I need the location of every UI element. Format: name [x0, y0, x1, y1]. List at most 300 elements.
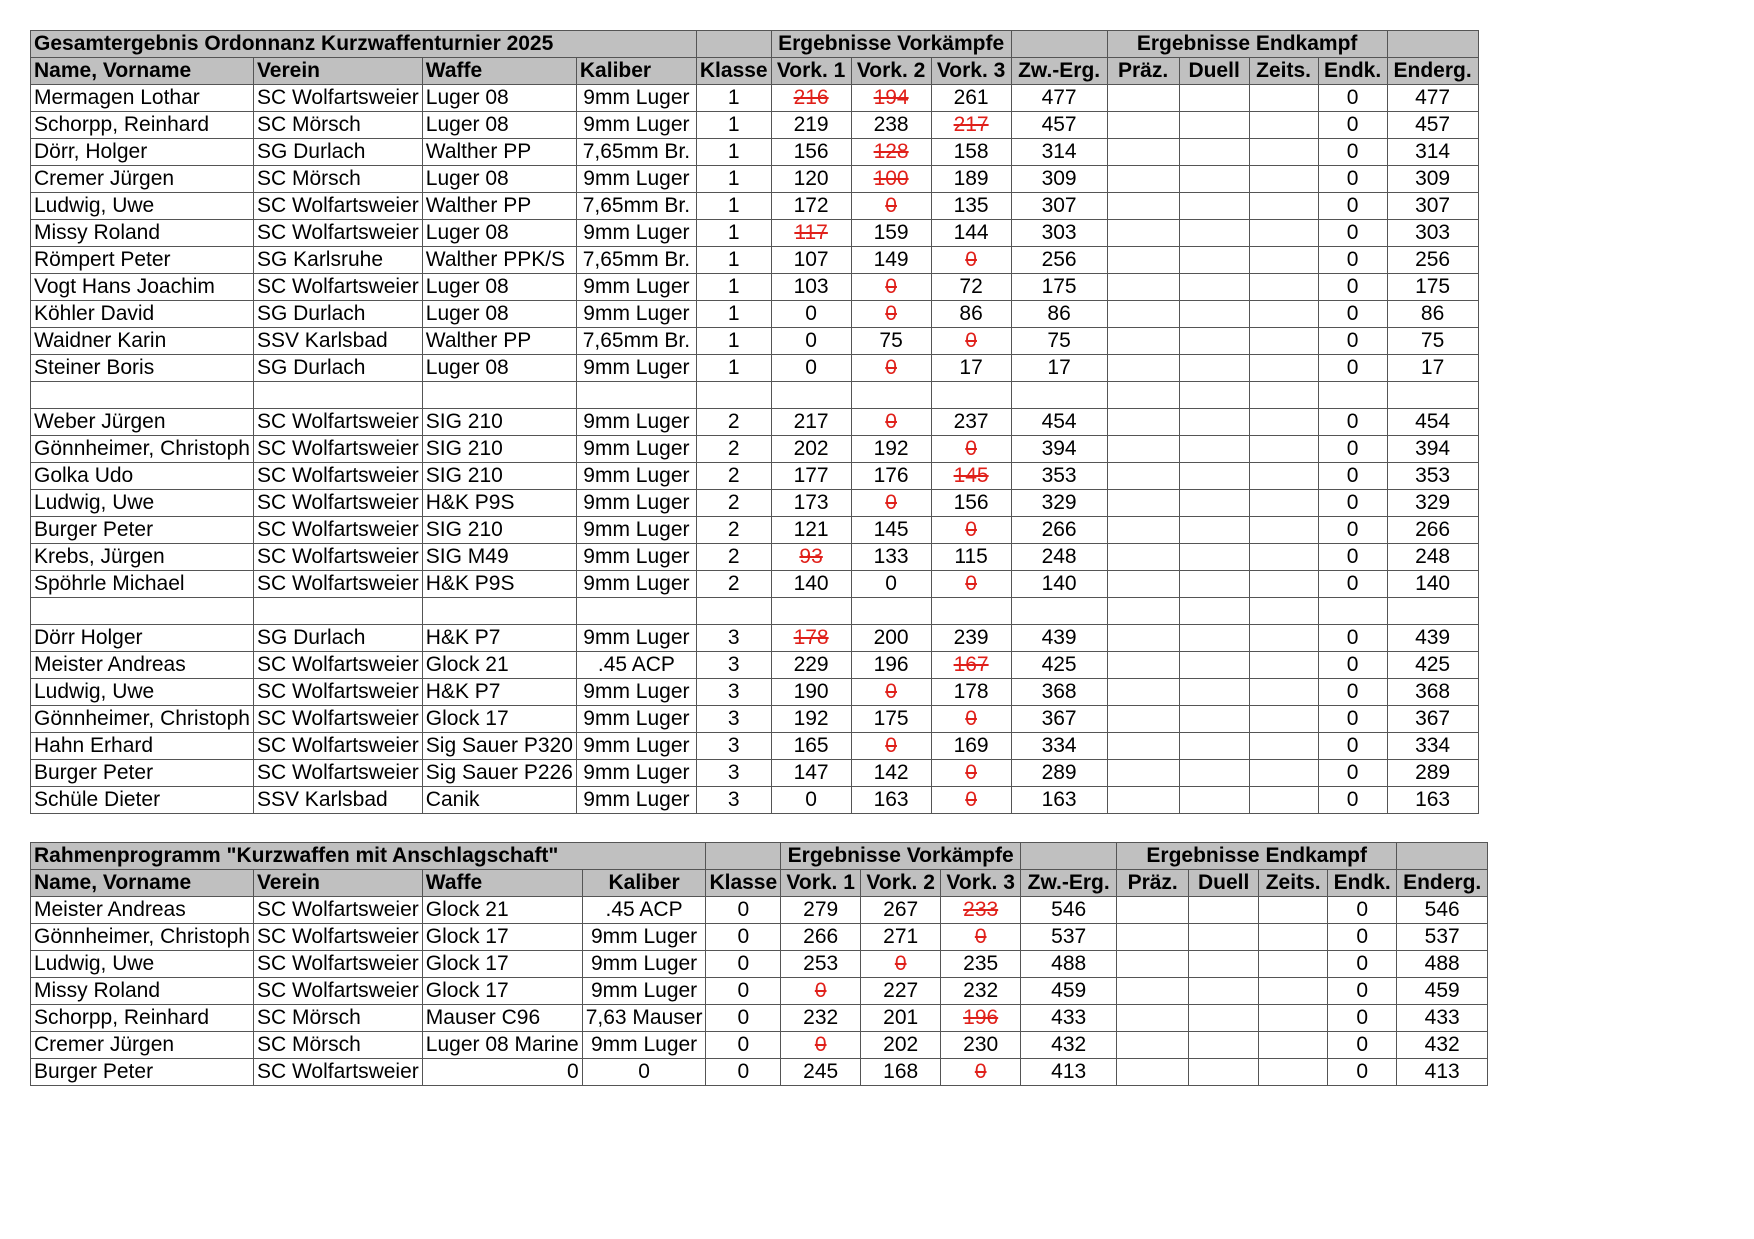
table-row [31, 760, 1479, 787]
table-row [31, 220, 1479, 247]
cell-enderg: 86 [1387, 301, 1478, 328]
cell-name: Vogt Hans Joachim [31, 274, 254, 301]
cell-klasse: 1 [696, 193, 771, 220]
cell-klasse: 1 [696, 355, 771, 382]
cell-verein: SC Mörsch [253, 166, 422, 193]
cell-vork1: 192 [771, 706, 851, 733]
cell-klasse: 2 [696, 436, 771, 463]
struck-score: 0 [965, 437, 977, 460]
cell-enderg: 454 [1387, 409, 1478, 436]
cell-klasse: 2 [696, 571, 771, 598]
column-header-waffe: Waffe [422, 870, 582, 897]
table-row [31, 544, 1479, 571]
cell-vork3 [931, 328, 1011, 355]
cell-verein: SC Mörsch [253, 1032, 422, 1059]
cell-vork2: 196 [851, 652, 931, 679]
cell-verein: SC Wolfartsweier [253, 1059, 422, 1086]
table-row [31, 355, 1479, 382]
cell-zeits [1249, 490, 1318, 517]
cell-name: Meister Andreas [31, 652, 254, 679]
struck-score: 194 [873, 86, 909, 109]
table-row [31, 787, 1479, 814]
cell-endk: 0 [1318, 490, 1387, 517]
cell-zwerg: 477 [1011, 85, 1107, 112]
cell-vork2: 238 [851, 112, 931, 139]
cell-vork2: 145 [851, 517, 931, 544]
cell-waffe: H&K P9S [422, 490, 576, 517]
cell-praez [1117, 1059, 1189, 1086]
table-row [31, 924, 1488, 951]
cell-duell [1189, 978, 1259, 1005]
cell-verein: SC Wolfartsweier [253, 436, 422, 463]
empty-cell [1179, 382, 1249, 409]
cell-vork2: 227 [861, 978, 941, 1005]
cell-endk: 0 [1318, 652, 1387, 679]
cell-zeits [1249, 679, 1318, 706]
cell-vork3 [931, 787, 1011, 814]
cell-name: Krebs, Jürgen [31, 544, 254, 571]
cell-zeits [1249, 112, 1318, 139]
cell-vork3: 72 [931, 274, 1011, 301]
cell-zeits [1249, 733, 1318, 760]
column-header-zwerg: Zw.-Erg. [1011, 58, 1107, 85]
cell-vork2: 202 [861, 1032, 941, 1059]
column-header-praez: Präz. [1107, 58, 1179, 85]
cell-endk: 0 [1318, 193, 1387, 220]
column-header-praez: Präz. [1117, 870, 1189, 897]
cell-vork1: 121 [771, 517, 851, 544]
cell-vork1: 120 [771, 166, 851, 193]
cell-zeits [1249, 463, 1318, 490]
group-header-vorkaempfe: Ergebnisse Vorkämpfe [781, 843, 1021, 870]
cell-enderg: 163 [1387, 787, 1478, 814]
cell-zeits [1249, 706, 1318, 733]
cell-zeits [1259, 1059, 1328, 1086]
table-row [31, 951, 1488, 978]
cell-name: Cremer Jürgen [31, 1032, 254, 1059]
cell-verein: SC Wolfartsweier [253, 409, 422, 436]
column-header-kaliber: Kaliber [576, 58, 696, 85]
cell-enderg: 17 [1387, 355, 1478, 382]
cell-zwerg: 248 [1011, 544, 1107, 571]
cell-klasse: 2 [696, 517, 771, 544]
cell-verein: SC Wolfartsweier [253, 517, 422, 544]
cell-enderg: 537 [1397, 924, 1488, 951]
table-row [31, 1059, 1488, 1086]
cell-enderg: 314 [1387, 139, 1478, 166]
struck-score: 117 [794, 221, 828, 244]
cell-vork3: 158 [931, 139, 1011, 166]
column-header-name: Name, Vorname [31, 870, 254, 897]
cell-endk: 0 [1318, 733, 1387, 760]
cell-zwerg: 175 [1011, 274, 1107, 301]
cell-enderg: 546 [1397, 897, 1488, 924]
column-header-duell: Duell [1179, 58, 1249, 85]
cell-praez [1107, 733, 1179, 760]
cell-vork1: 140 [771, 571, 851, 598]
cell-vork1: 219 [771, 112, 851, 139]
cell-waffe: Luger 08 [422, 85, 576, 112]
cell-kaliber: 9mm Luger [582, 1032, 706, 1059]
cell-endk: 0 [1318, 112, 1387, 139]
cell-verein: SG Durlach [253, 355, 422, 382]
cell-kaliber: 9mm Luger [576, 166, 696, 193]
cell-endk: 0 [1318, 571, 1387, 598]
cell-zwerg: 368 [1011, 679, 1107, 706]
cell-klasse: 1 [696, 85, 771, 112]
table-row [31, 436, 1479, 463]
empty-cell [576, 598, 696, 625]
header-gap [696, 31, 771, 58]
cell-praez [1107, 85, 1179, 112]
cell-vork2 [851, 85, 931, 112]
cell-endk: 0 [1318, 517, 1387, 544]
cell-vork2 [861, 951, 941, 978]
table-row [31, 897, 1488, 924]
cell-vork3 [931, 706, 1011, 733]
struck-score: 0 [885, 680, 897, 703]
cell-praez [1117, 978, 1189, 1005]
header-gap [1021, 843, 1117, 870]
cell-vork1 [771, 220, 851, 247]
column-header-vork1: Vork. 1 [771, 58, 851, 85]
cell-enderg: 477 [1387, 85, 1478, 112]
cell-enderg: 289 [1387, 760, 1478, 787]
empty-cell [1249, 598, 1318, 625]
cell-vork3: 144 [931, 220, 1011, 247]
cell-verein: SC Mörsch [253, 1005, 422, 1032]
cell-verein: SC Wolfartsweier [253, 652, 422, 679]
cell-zeits [1249, 544, 1318, 571]
cell-klasse: 3 [696, 625, 771, 652]
table-row [31, 85, 1479, 112]
cell-endk: 0 [1318, 85, 1387, 112]
cell-klasse: 1 [696, 112, 771, 139]
cell-vork3 [931, 571, 1011, 598]
struck-score: 167 [953, 653, 989, 676]
cell-vork1: 165 [771, 733, 851, 760]
cell-zeits [1259, 924, 1328, 951]
cell-vork3: 135 [931, 193, 1011, 220]
cell-kaliber: 9mm Luger [576, 760, 696, 787]
cell-vork3: 156 [931, 490, 1011, 517]
cell-endk: 0 [1318, 760, 1387, 787]
cell-kaliber: .45 ACP [576, 652, 696, 679]
cell-endk: 0 [1318, 247, 1387, 274]
struck-score: 0 [885, 302, 897, 325]
results-table-main [30, 30, 1479, 814]
struck-score: 0 [974, 1060, 987, 1083]
table-row [31, 139, 1479, 166]
cell-vork2 [851, 301, 931, 328]
cell-name: Waidner Karin [31, 328, 254, 355]
cell-zwerg: 394 [1011, 436, 1107, 463]
cell-zwerg: 17 [1011, 355, 1107, 382]
cell-name: Meister Andreas [31, 897, 254, 924]
results-table-rahmenprogramm [30, 842, 1488, 1086]
cell-kaliber: 9mm Luger [576, 436, 696, 463]
cell-waffe: Luger 08 Marine [422, 1032, 582, 1059]
cell-verein: SC Wolfartsweier [253, 951, 422, 978]
cell-zwerg: 488 [1021, 951, 1117, 978]
cell-duell [1189, 924, 1259, 951]
cell-name: Köhler David [31, 301, 254, 328]
cell-zwerg: 86 [1011, 301, 1107, 328]
cell-zeits [1259, 1032, 1328, 1059]
cell-name: Schüle Dieter [31, 787, 254, 814]
cell-vork3: 86 [931, 301, 1011, 328]
cell-kaliber: 9mm Luger [576, 301, 696, 328]
cell-verein: SG Durlach [253, 625, 422, 652]
cell-klasse: 0 [706, 924, 781, 951]
table-row [31, 652, 1479, 679]
cell-zeits [1259, 951, 1328, 978]
cell-klasse: 1 [696, 274, 771, 301]
cell-enderg: 256 [1387, 247, 1478, 274]
cell-vork3: 17 [931, 355, 1011, 382]
empty-cell [771, 382, 851, 409]
cell-zeits [1249, 355, 1318, 382]
column-header-verein: Verein [253, 58, 422, 85]
column-header-row [31, 58, 1479, 85]
column-header-endk: Endk. [1328, 870, 1397, 897]
cell-waffe: Luger 08 [422, 355, 576, 382]
cell-name: Ludwig, Uwe [31, 951, 254, 978]
title-row [31, 31, 1479, 58]
header-gap [1397, 843, 1488, 870]
cell-name: Burger Peter [31, 517, 254, 544]
empty-cell [851, 382, 931, 409]
empty-cell [1179, 598, 1249, 625]
cell-verein: SC Wolfartsweier [253, 463, 422, 490]
cell-vork2: 267 [861, 897, 941, 924]
cell-praez [1107, 301, 1179, 328]
table-row [31, 1005, 1488, 1032]
cell-klasse: 2 [696, 490, 771, 517]
cell-waffe: SIG 210 [422, 463, 576, 490]
cell-praez [1117, 951, 1189, 978]
cell-vork1: 0 [771, 787, 851, 814]
cell-duell [1189, 1032, 1259, 1059]
cell-praez [1107, 409, 1179, 436]
cell-duell [1179, 166, 1249, 193]
cell-vork2 [851, 733, 931, 760]
table-row [31, 978, 1488, 1005]
cell-vork3 [931, 652, 1011, 679]
cell-waffe: Luger 08 [422, 220, 576, 247]
cell-waffe: Glock 21 [422, 897, 582, 924]
cell-duell [1179, 625, 1249, 652]
cell-vork1: 147 [771, 760, 851, 787]
cell-vork1: 190 [771, 679, 851, 706]
cell-waffe: Canik [422, 787, 576, 814]
cell-verein: SC Wolfartsweier [253, 733, 422, 760]
cell-zwerg: 353 [1011, 463, 1107, 490]
cell-vork3 [941, 1005, 1021, 1032]
cell-praez [1107, 490, 1179, 517]
cell-duell [1179, 436, 1249, 463]
cell-praez [1107, 652, 1179, 679]
cell-vork3 [941, 897, 1021, 924]
cell-endk: 0 [1318, 625, 1387, 652]
cell-klasse: 0 [706, 951, 781, 978]
cell-klasse: 0 [706, 1005, 781, 1032]
cell-endk: 0 [1318, 355, 1387, 382]
cell-zwerg: 75 [1011, 328, 1107, 355]
cell-endk: 0 [1318, 706, 1387, 733]
cell-vork2 [851, 355, 931, 382]
empty-cell [771, 598, 851, 625]
cell-kaliber: 9mm Luger [576, 409, 696, 436]
cell-zeits [1249, 517, 1318, 544]
cell-vork2: 192 [851, 436, 931, 463]
table-title: Gesamtergebnis Ordonnanz Kurzwaffenturnier 2025 [31, 31, 697, 58]
cell-praez [1107, 463, 1179, 490]
cell-praez [1117, 1005, 1189, 1032]
cell-waffe: Luger 08 [422, 166, 576, 193]
cell-duell [1189, 951, 1259, 978]
cell-waffe: SIG M49 [422, 544, 576, 571]
cell-praez [1107, 706, 1179, 733]
cell-duell [1179, 706, 1249, 733]
table-row [31, 571, 1479, 598]
struck-score: 0 [965, 707, 977, 730]
cell-name: Ludwig, Uwe [31, 193, 254, 220]
cell-vork3 [941, 1059, 1021, 1086]
cell-duell [1179, 571, 1249, 598]
cell-klasse: 1 [696, 301, 771, 328]
cell-klasse: 1 [696, 247, 771, 274]
cell-klasse: 0 [706, 978, 781, 1005]
cell-verein: SC Wolfartsweier [253, 490, 422, 517]
cell-zeits [1249, 247, 1318, 274]
cell-praez [1107, 571, 1179, 598]
cell-endk: 0 [1318, 409, 1387, 436]
cell-endk: 0 [1318, 544, 1387, 571]
cell-duell [1179, 544, 1249, 571]
column-header-klasse: Klasse [706, 870, 781, 897]
cell-vork2: 200 [851, 625, 931, 652]
cell-zwerg: 303 [1011, 220, 1107, 247]
table-title: Rahmenprogramm "Kurzwaffen mit Anschlagschaft" [31, 843, 706, 870]
cell-zeits [1259, 897, 1328, 924]
empty-cell [1387, 382, 1478, 409]
cell-vork2: 159 [851, 220, 931, 247]
cell-kaliber: 7,65mm Br. [576, 193, 696, 220]
cell-zeits [1249, 328, 1318, 355]
cell-zwerg: 433 [1021, 1005, 1117, 1032]
cell-zwerg: 314 [1011, 139, 1107, 166]
cell-name: Römpert Peter [31, 247, 254, 274]
cell-zeits [1259, 1005, 1328, 1032]
struck-score: 128 [873, 140, 909, 163]
cell-name: Schorpp, Reinhard [31, 112, 254, 139]
cell-zeits [1249, 760, 1318, 787]
cell-klasse: 3 [696, 679, 771, 706]
column-header-zwerg: Zw.-Erg. [1021, 870, 1117, 897]
cell-enderg: 307 [1387, 193, 1478, 220]
struck-score: 178 [793, 626, 829, 649]
cell-enderg: 75 [1387, 328, 1478, 355]
cell-name: Schorpp, Reinhard [31, 1005, 254, 1032]
cell-zwerg: 459 [1021, 978, 1117, 1005]
cell-vork2 [851, 274, 931, 301]
cell-klasse: 1 [696, 328, 771, 355]
cell-enderg: 488 [1397, 951, 1488, 978]
cell-kaliber: 9mm Luger [576, 274, 696, 301]
cell-vork1: 173 [771, 490, 851, 517]
empty-cell [931, 598, 1011, 625]
cell-duell [1179, 85, 1249, 112]
separator-row [31, 382, 1479, 409]
table-row [31, 1032, 1488, 1059]
struck-score: 216 [793, 86, 829, 109]
cell-vork2: 168 [861, 1059, 941, 1086]
cell-vork2: 0 [851, 571, 931, 598]
cell-duell [1179, 409, 1249, 436]
struck-score: 0 [814, 979, 827, 1002]
struck-score: 196 [963, 1006, 999, 1029]
cell-vork1: 172 [771, 193, 851, 220]
struck-score: 145 [953, 464, 989, 487]
cell-vork3: 230 [941, 1032, 1021, 1059]
cell-name: Burger Peter [31, 1059, 254, 1086]
column-header-waffe: Waffe [422, 58, 576, 85]
cell-zwerg: 163 [1011, 787, 1107, 814]
group-header-vorkaempfe: Ergebnisse Vorkämpfe [771, 31, 1011, 58]
cell-klasse: 0 [706, 1032, 781, 1059]
cell-name: Gönnheimer, Christoph [31, 436, 254, 463]
struck-score: 0 [965, 572, 977, 595]
cell-vork2 [851, 679, 931, 706]
cell-endk: 0 [1328, 924, 1397, 951]
cell-name: Dörr, Holger [31, 139, 254, 166]
cell-klasse: 1 [696, 139, 771, 166]
struck-score: 0 [965, 788, 977, 811]
cell-waffe: 0 [422, 1059, 582, 1086]
cell-praez [1107, 193, 1179, 220]
cell-vork1 [781, 1032, 861, 1059]
group-header-endkampf: Ergebnisse Endkampf [1107, 31, 1387, 58]
table-row [31, 517, 1479, 544]
cell-vork1: 107 [771, 247, 851, 274]
cell-waffe: H&K P7 [422, 679, 576, 706]
cell-praez [1107, 760, 1179, 787]
struck-score: 233 [963, 898, 999, 921]
cell-praez [1107, 544, 1179, 571]
cell-name: Dörr Holger [31, 625, 254, 652]
column-header-vork2: Vork. 2 [851, 58, 931, 85]
cell-zeits [1249, 652, 1318, 679]
cell-enderg: 425 [1387, 652, 1478, 679]
cell-verein: SSV Karlsbad [253, 328, 422, 355]
table-row [31, 193, 1479, 220]
cell-kaliber: 9mm Luger [576, 706, 696, 733]
cell-duell [1179, 328, 1249, 355]
empty-cell [1249, 382, 1318, 409]
cell-klasse: 1 [696, 220, 771, 247]
cell-vork1: 229 [771, 652, 851, 679]
group-header-endkampf: Ergebnisse Endkampf [1117, 843, 1397, 870]
cell-enderg: 353 [1387, 463, 1478, 490]
cell-vork2 [851, 490, 931, 517]
cell-vork2 [851, 409, 931, 436]
cell-vork1: 0 [771, 301, 851, 328]
cell-enderg: 309 [1387, 166, 1478, 193]
cell-duell [1179, 193, 1249, 220]
cell-vork2: 142 [851, 760, 931, 787]
cell-endk: 0 [1318, 166, 1387, 193]
